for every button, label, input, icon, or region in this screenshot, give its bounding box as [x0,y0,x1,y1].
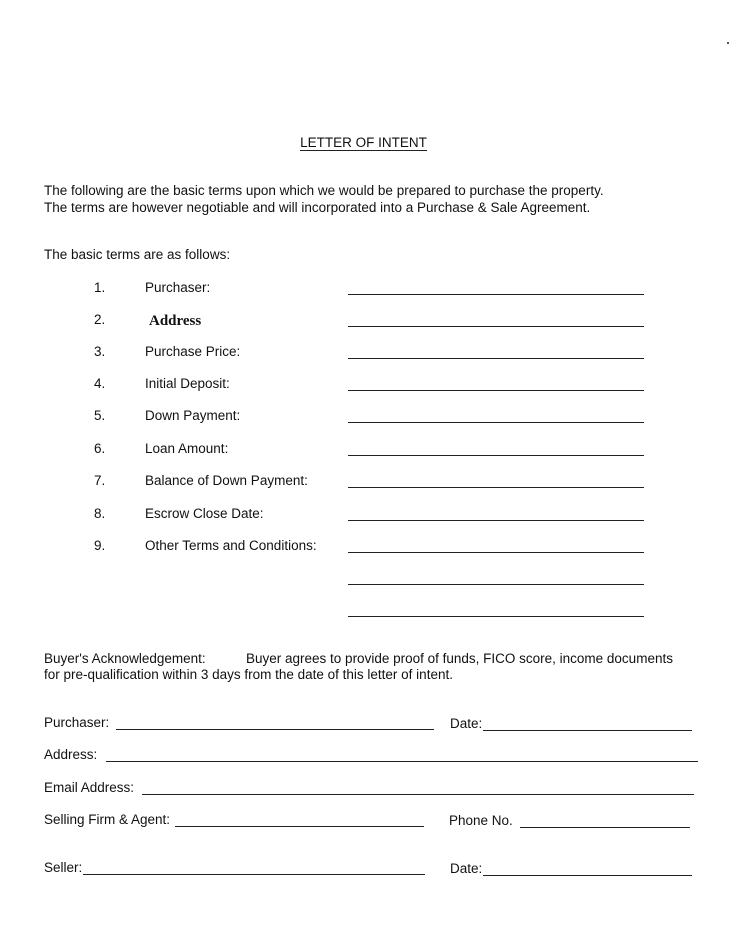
term-blank-other-terms-2[interactable] [348,584,644,585]
term-blank-address[interactable] [348,326,644,327]
date-line-1[interactable] [483,730,692,731]
date-label-2: Date: [450,861,483,876]
term-blank-other-terms-3[interactable] [348,616,644,617]
term-number: 1. [94,280,106,295]
phone-label: Phone No. [449,813,513,828]
intro-line-1: The following are the basic terms upon which we would be prepared to purchase the property. [44,183,604,198]
selling-firm-agent-line[interactable] [175,826,424,827]
term-label-other-terms: Other Terms and Conditions: [145,538,317,553]
term-number: 9. [94,538,106,553]
address-line[interactable] [106,761,698,762]
term-number: 3. [94,344,106,359]
term-number: 7. [94,473,106,488]
term-number: 2. [94,312,106,327]
term-number: 6. [94,441,106,456]
seller-signature-line[interactable] [83,874,425,875]
acknowledgement-text-2: for pre-qualification within 3 days from the date of this letter of intent. [44,667,453,682]
term-label-loan-amount: Loan Amount: [145,441,229,456]
term-number: 8. [94,506,106,521]
intro-line-2: The terms are however negotiable and will incorporated into a Purchase & Sale Agreement. [44,200,591,215]
term-label-purchase-price: Purchase Price: [145,344,241,359]
selling-firm-agent-label: Selling Firm & Agent: [44,812,171,827]
term-number: 5. [94,408,106,423]
terms-heading: The basic terms are as follows: [44,247,231,262]
term-label-down-payment: Down Payment: [145,408,241,423]
page-title: LETTER OF INTENT [300,135,427,150]
date-line-2[interactable] [483,875,692,876]
email-address-label: Email Address: [44,780,135,795]
term-blank-initial-deposit[interactable] [348,390,644,391]
term-blank-purchaser[interactable] [348,294,644,295]
term-label-initial-deposit: Initial Deposit: [145,376,230,391]
term-label-balance-down-payment: Balance of Down Payment: [145,473,308,488]
date-label-1: Date: [450,716,483,731]
acknowledgement-text-1: Buyer agrees to provide proof of funds, FICO score, income documents [246,651,673,666]
phone-line[interactable] [520,827,690,828]
term-number: 4. [94,376,106,391]
term-blank-down-payment[interactable] [348,422,644,423]
purchaser-signature-line[interactable] [116,729,434,730]
term-blank-balance-down-payment[interactable] [348,487,644,488]
term-label-escrow-close-date: Escrow Close Date: [145,506,264,521]
term-blank-other-terms-1[interactable] [348,552,644,553]
term-label-address: Address [149,313,202,329]
email-address-line[interactable] [142,794,694,795]
term-blank-escrow-close-date[interactable] [348,520,644,521]
term-blank-purchase-price[interactable] [348,358,644,359]
stray-mark [727,42,729,44]
acknowledgement-label: Buyer's Acknowledgement: [44,651,206,666]
term-label-purchaser: Purchaser: [145,280,211,295]
term-blank-loan-amount[interactable] [348,455,644,456]
purchaser-signature-label: Purchaser: [44,715,110,730]
address-label: Address: [44,747,98,762]
seller-signature-label: Seller: [44,860,83,875]
